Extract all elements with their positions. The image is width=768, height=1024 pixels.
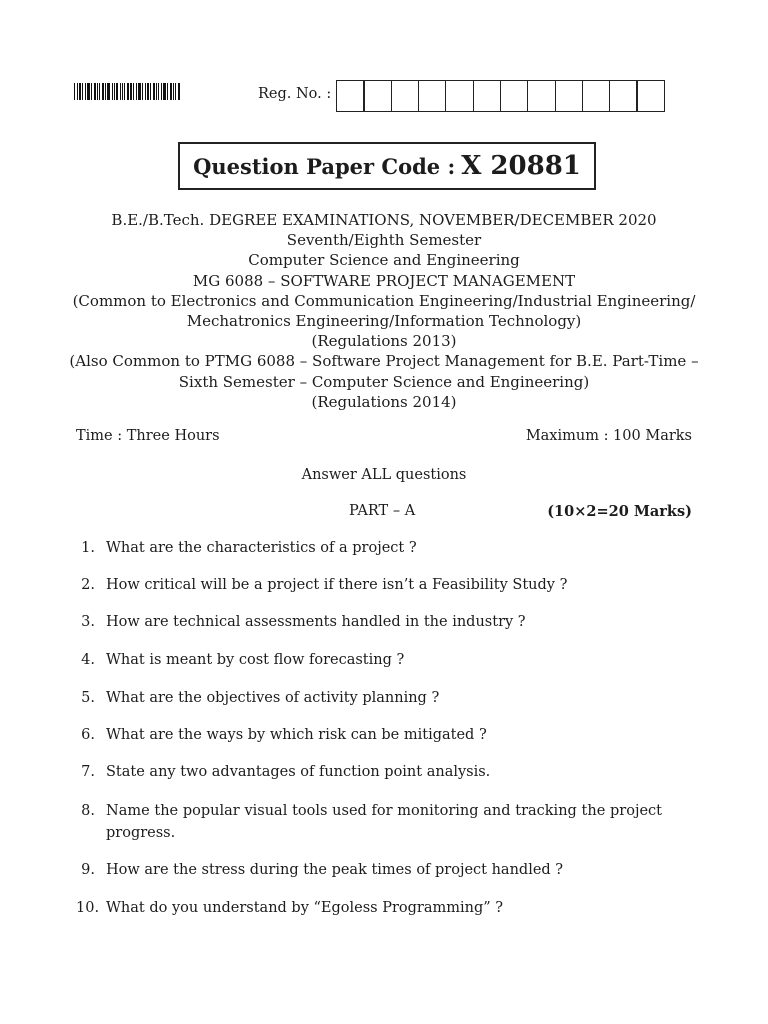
time-marks-row <box>76 428 692 444</box>
reg-no-box[interactable] <box>363 80 392 112</box>
barcode <box>74 83 188 100</box>
part-label: PART – A <box>349 503 416 519</box>
time-label: Time : Three Hours <box>76 428 220 444</box>
question-number: 2. <box>81 577 95 593</box>
question-number: 7. <box>81 764 95 780</box>
question-number: 4. <box>81 652 95 668</box>
title-line: (Regulations 2013) <box>311 332 457 351</box>
question-number: 6. <box>81 727 95 743</box>
question-text: What is meant by cost flow forecasting ? <box>106 652 405 668</box>
question-number: 5. <box>81 690 95 706</box>
title-line: Seventh/Eighth Semester <box>286 231 482 250</box>
question-number: 9. <box>81 862 95 878</box>
reg-no-box[interactable] <box>473 80 502 112</box>
exam-title-block <box>40 210 728 412</box>
title-line: Sixth Semester – Computer Science and Engineering) <box>178 372 590 391</box>
title-line: (Also Common to PTMG 6088 – Software Project Management for B.E. Part-Time – <box>69 352 699 371</box>
question-paper-code-label: Question Paper Code : <box>193 153 456 179</box>
question-text: How critical will be a project if there isn’t a Feasibility Study ? <box>106 577 568 593</box>
question-text: Name the popular visual tools used for monitoring and tracking the project progress. <box>106 803 662 841</box>
title-line: B.E./B.Tech. DEGREE EXAMINATIONS, NOVEMBER/DECEMBER 2020 <box>111 211 657 229</box>
reg-no-label: Reg. No. : <box>258 86 332 102</box>
question-number: 10. <box>76 900 100 916</box>
reg-no-box[interactable] <box>391 80 420 112</box>
question-text: How are technical assessments handled in the industry ? <box>106 614 526 630</box>
reg-no-box[interactable] <box>500 80 529 112</box>
reg-no-box[interactable] <box>636 80 665 112</box>
title-line: (Regulations 2014) <box>311 392 457 411</box>
question-text: State any two advantages of function point analysis. <box>106 764 491 780</box>
part-marks: (10×2=20 Marks) <box>547 503 692 520</box>
question-paper-code-box <box>178 142 596 190</box>
question-text: What are the characteristics of a project ? <box>106 540 417 556</box>
question-number: 1. <box>81 540 95 556</box>
question-text: What are the objectives of activity planning ? <box>106 690 440 706</box>
reg-no-box[interactable] <box>582 80 611 112</box>
title-line: Mechatronics Engineering/Information Technology) <box>186 312 582 331</box>
reg-no-box[interactable] <box>418 80 447 112</box>
title-line: Computer Science and Engineering <box>248 251 520 270</box>
question-text: What do you understand by “Egoless Programming” ? <box>106 900 504 916</box>
question-number: 8. <box>81 803 95 819</box>
title-line: MG 6088 – SOFTWARE PROJECT MANAGEMENT <box>192 271 576 290</box>
question-paper-code-value: X 20881 <box>461 151 581 181</box>
instruction: Answer ALL questions <box>301 467 467 483</box>
question-text: What are the ways by which risk can be mitigated ? <box>106 727 487 743</box>
reg-no-box[interactable] <box>609 80 638 112</box>
question-text: How are the stress during the peak times of project handled ? <box>106 862 564 878</box>
reg-no-boxes[interactable] <box>336 80 664 112</box>
question-number: 3. <box>81 614 95 630</box>
title-line: (Common to Electronics and Communication Engineering/Industrial Engineering/ <box>72 291 696 310</box>
reg-no-box[interactable] <box>445 80 474 112</box>
reg-no-box[interactable] <box>527 80 556 112</box>
reg-no-box[interactable] <box>555 80 584 112</box>
reg-no-box[interactable] <box>336 80 365 112</box>
max-marks-label: Maximum : 100 Marks <box>525 428 692 444</box>
